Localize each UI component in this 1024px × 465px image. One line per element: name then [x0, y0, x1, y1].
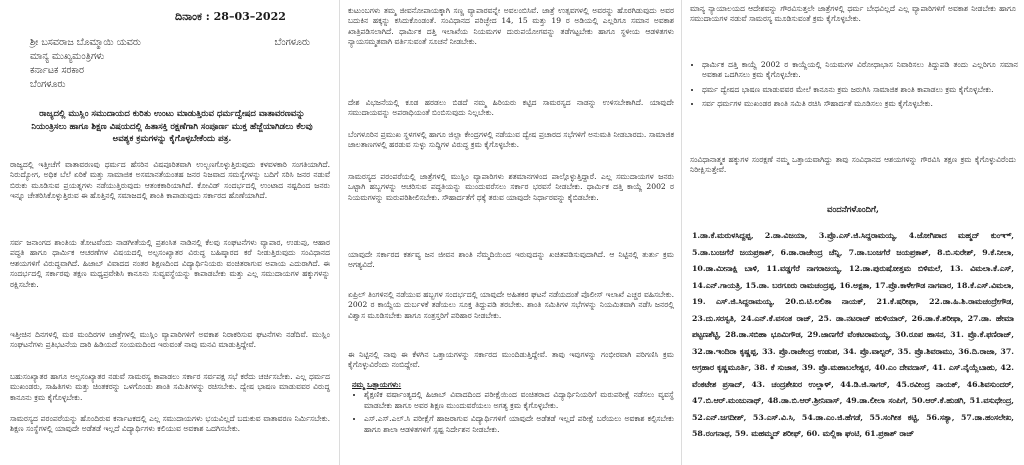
body-paragraph: ಇತ್ತೀಚಿನ ದಿನಗಳಲ್ಲಿ ಮಠ ಮಂದಿರಗಳ ಜಾತ್ರೆಗಳಲ್ಲಿ ಮುಸ್ಲಿಂ ವ್ಯಾಪಾರಿಗಳಿಗೆ ಅವಕಾಶ ನಿರಾಕರಿಸುವ ಘಟನೆಗಳು ನಡೆದಿವೆ. ಮುಸ್ಲಿಂ ಸಂಘಟನೆಗಳು ಪ್ರತಿಭಟನೆಯ ದಾರಿ ಹಿಡಿಯದೆ ಸಂಯಮದಿಂದ ಇರುವಂತೆ ನಾವು ಮನವಿ ಮಾಡುತ್ತಿದ್ದೇವೆ.	[10, 330, 330, 350]
column-2	[340, 0, 682, 465]
closing-paragraph: ಸಂವಿಧಾನಾತ್ಮಕ ಹಕ್ಕುಗಳ ಸಂರಕ್ಷಣೆ ನಮ್ಮ ಒತ್ತಾಯವಾಗಿದ್ದು ತಾವು ಸಂವಿಧಾನದ ಆಶಯಗಳನ್ನು ಗೌರವಿಸಿ ತಕ್ಷಣ ಕ್ರಮ ಕೈಗೊಳ್ಳುವಿರೆಂದು ನಿರೀಕ್ಷಿಸುತ್ತೇವೆ.	[690, 155, 1016, 175]
recipient-block	[30, 36, 310, 92]
body-paragraph: ಯಾವುದೇ ಸರ್ಕಾರದ ಕರ್ತವ್ಯ ಜನ ಜೀವನ ಶಾಂತಿ ನೆಮ್ಮದಿಯಿಂದ ಇರುವುದನ್ನು ಖಚಿತಪಡಿಸುವುದಾಗಿದೆ. ಆ ನಿಟ್ಟಿನಲ್ಲಿ ತುರ್ತು ಕ್ರಮ ಅಗತ್ಯವಿದೆ.	[348, 250, 674, 270]
recipient-title: ಮಾನ್ಯ ಮುಖ್ಯಮಂತ್ರಿಗಳು	[30, 51, 105, 62]
demands-list	[352, 380, 674, 438]
demand-point: • ಸರ್ವ ಧರ್ಮಗಳ ಮುಖಂಡರ ಶಾಂತಿ ಸಮಿತಿ ರಚಿಸಿ ಸೌಹಾರ್ದತೆ ಮೂಡಿಸಲು ಕ್ರಮ ಕೈಗೊಳ್ಳಬೇಕು.	[702, 99, 1018, 109]
body-paragraph: ಕುಟುಂಬಗಳು ತಮ್ಮ ಜೀವನೋಪಾಯಕ್ಕಾಗಿ ಸಣ್ಣ ವ್ಯಾಪಾರವನ್ನೇ ಅವಲಂಬಿಸಿವೆ. ಜಾತ್ರೆ ಉತ್ಸವಗಳಲ್ಲಿ ಅವರನ್ನು ಹೊರಗಿಡುವುದು ಅವರ ಬದುಕಿನ ಹಕ್ಕನ್ನು ಕಸಿದುಕೊಂಡಂತೆ. ಸಂವಿಧಾನದ ಪರಿಚ್ಛೇದ 14, 15 ಮತ್ತು 19 ರ ಅಡಿಯಲ್ಲಿ ಎಲ್ಲರಿಗೂ ಸಮಾನ ಅವಕಾಶ ಖಾತ್ರಿಪಡಿಸಲಾಗಿದೆ. ಧಾರ್ಮಿಕ ದತ್ತಿ ಇಲಾಖೆಯ ನಿಯಮಗಳ ದುರುಪಯೋಗವನ್ನು ತಡೆಗಟ್ಟಬೇಕು ಹಾಗೂ ಸ್ಥಳೀಯ ಆಡಳಿತಗಳು ನ್ಯಾಯಸಮ್ಮತವಾಗಿ ವರ್ತಿಸುವಂತೆ ಸೂಚನೆ ನೀಡಬೇಕು.	[348, 6, 674, 47]
body-paragraph: ಈ ನಿಟ್ಟಿನಲ್ಲಿ ನಾವು ಈ ಕೆಳಗಿನ ಒತ್ತಾಯಗಳನ್ನು ಸರ್ಕಾರದ ಮುಂದಿಡುತ್ತಿದ್ದೇವೆ. ತಾವು ಇವುಗಳನ್ನು ಗಂಭೀರವಾಗಿ ಪರಿಗಣಿಸಿ ಕ್ರಮ ಕೈಗೊಳ್ಳುವಿರೆಂದು ನಂಬಿದ್ದೇವೆ.	[348, 350, 674, 370]
signatories-list: 1.ಡಾ.ಕೆ.ಮರುಳಸಿದ್ದಪ್ಪ, 2.ಡಾ.ವಿಜಯಾ, 3.ಪ್ರೊ.ಎಸ್.ಜಿ.ಸಿದ್ದರಾಮಯ್ಯ, 4.ಜೋಗಿಪಾದ ಮಹ್ಮದ್ ಕುಂಞ್, 5.ಡಾ.ಬಂಜಗೆರೆ ಜಯಪ್ರಕಾಶ್, 6.ಡಾ.ರಾಜೇಂದ್ರ ಚೆನ್ನಿ, 7.ಡಾ.ಬಂಜಗೆರೆ ಜಯಪ್ರಕಾಶ್, 8.ಬಿ.ಸುರೇಶ್, 9.ಕೆ.ನೀಲಾ, 10.ಡಾ.ಮೀನಾಕ್ಷಿ ಬಾಳಿ, 11.ವಡ್ಡಗೆರೆ ನಾಗರಾಜಯ್ಯ, 12.ಡಾ.ಪುರುಷೋತ್ತಮ ಬಿಳಿಮಲೆ, 13. ವಿಮಲಾ.ಕೆ.ಎಸ್, 14.ಎನ್.ಗಾಯತ್ರಿ, 15.ಡಾ. ಬರಗೂರು ರಾಮಚಂದ್ರಪ್ಪ, 16.ಅಕ್ಷತಾ, 17.ಪ್ರೊ.ಕಾಳೇಗೌಡ ನಾಗವಾರ, 18.ಕೆ.ಎಸ್.ವಿಮಲಾ, 19. ಎಸ್.ಜಿ.ಸಿದ್ದರಾಮಯ್ಯ, 20.ಬಿ.ಟಿ.ಲಲಿತಾ ನಾಯಕ್, 21.ಕೆ.ಷರೀಫಾ, 22.ಡಾ.ಹಿ.ಶಿ.ರಾಮಚಂದ್ರೇಗೌಡ, 23.ದು.ಸರಸ್ವತಿ, 24.ಎನ್.ಕೆ.ವಸಂತ ರಾಜ್, 25. ಡಾ.ನಟರಾಜ್ ಹುಳಿಯಾರ್, 26.ಡಾ.ಕೆ.ಶರೀಫಾ, 27.ಡಾ. ಹೇಮಾ ಪಟ್ಟಣಶೆಟ್ಟಿ, 28.ಡಾ.ಸಬಿಹಾ ಭೂಮಿಗೌಡ, 29.ಜಾಣಗೆರೆ ವೆಂಕಟರಾಮಯ್ಯ, 30.ರೂಪ ಹಾಸನ, 31. ಪ್ರೊ.ಕೆ.ಫಣಿರಾಜ್, 32.ಡಾ.ಇಂದಿರಾ ಕೃಷ್ಣಪ್ಪ, 33. ಪ್ರೊ.ರಾಜೇಂದ್ರ ಉಡುಪ, 34. ಪ್ರೊ.ವಾಲ್ಟರ್, 35. ಪ್ರೊ.ಶಿವರಾಮು, 36.ದಿ.ರಾಜಾ, 37. ಅಗ್ರಹಾರ ಕೃಷ್ಣಮೂರ್ತಿ, 38. ಕೆ ಸುಜಾತ, 39. ಪ್ರೊ.ಮಹಾಬಲೇಶ್ವರ, 40.ಎಂ ದೇವದಾಸ್, 41. ಎಸ್.ನೈಯ್ಲೆಬಾಹು, 42. ವೆಂಕಟೇಶ ಪ್ರಸಾದ್, 43. ಚಂದ್ರಶೇಖರ ಉಲ್ಲಾಳ್, 44.ಡಿ.ಜಿ.ಸಾಗರ್, 45.ರವೀಂದ್ರ ನಾಯಕ್, 46.ಶಿವಸುಂದರ್, 47.ಬಿ.ಆರ್.ಮಂಜುನಾಥ್, 48.ಡಾ.ಬಿ.ಆರ್.ಶ್ರೀನಿವಾಸ್, 49.ಡಾ.ಲೀಲಾ ಸಂಪಿಗೆ, 50.ಆರ್.ಕೆ.ಹುಡಗಿ, 51.ವಸುಧೇಂದ್ರ, 52.ಎನ್.ಜಗದೀಶ್, 53.ಎಸ್.ವಿ.ಸಿ, 54.ಡಾ.ಎಂ.ಜಿ.ಹೆಗಡೆ, 55.ಸಂಗೀತ ಕಟ್ಟಿ, 56.ಸತ್ಯಾ, 57.ಡಾ.ಹಂಸಲೇಖ, 58.ರಂಗನಾಥ, 59. ಮಹಮ್ಮದ್ ಶರೀಫ್, 60. ಮಲ್ಲಿಕಾ ಘಂಟಿ, 61.ಪ್ರಕಾಶ್ ರಾಜ್	[692, 231, 1014, 438]
body-paragraph: ಸಾಮರಸ್ಯದ ಪರಂಪರೆಯಲ್ಲಿ ಜಾತ್ರೆಗಳಲ್ಲಿ ಮುಸ್ಲಿಂ ವ್ಯಾಪಾರಿಗಳು ಶತಮಾನಗಳಿಂದ ಪಾಲ್ಗೊಳ್ಳುತ್ತಿದ್ದಾರೆ. ಎಲ್ಲ ಸಮುದಾಯಗಳ ಜನರು ಒಟ್ಟಾಗಿ ಹಬ್ಬಗಳನ್ನು ಆಚರಿಸುವ ಪದ್ಧತಿಯನ್ನು ಮುಂದುವರೆಸಲು ಸರ್ಕಾರ ಭರವಸೆ ನೀಡಬೇಕು. ಧಾರ್ಮಿಕ ದತ್ತಿ ಕಾಯ್ದೆ 2002 ರ ನಿಯಮಗಳನ್ನು ಮರುಪರಿಶೀಲಿಸಬೇಕು. ಸೌಹಾರ್ದತೆಗೆ ಧಕ್ಕೆ ತರುವ ಯಾವುದೇ ನಿರ್ಧಾರವನ್ನು ಕೈಬಿಡಬೇಕು.	[348, 172, 674, 202]
recipient-city: ಬೆಂಗಳೂರು	[30, 79, 66, 90]
body-paragraph: ಸರ್ವ ಜನಾಂಗದ ಶಾಂತಿಯ ತೋಟವೆಂದು ನಾಡಗೀತೆಯಲ್ಲಿ ಪ್ರಶಂಸಿತ ನಾಡಿನಲ್ಲಿ ಕೆಲವು ಸಂಘಟನೆಗಳು ವ್ಯಾಪಾರ, ಉಡುಪು, ಆಹಾರ ಪದ್ಧತಿ ಹಾಗೂ ಧಾರ್ಮಿಕ ಆಚರಣೆಗಳ ವಿಷಯದಲ್ಲಿ ಅಲ್ಪಸಂಖ್ಯಾತರ ವಿರುದ್ಧ ಬಹಿಷ್ಕಾರದ ಕರೆ ನೀಡುತ್ತಿರುವುದು ಸಂವಿಧಾನದ ಆಶಯಗಳಿಗೆ ವಿರುದ್ಧವಾಗಿದೆ. ಹಿಜಾಬ್ ವಿವಾದದ ನಂತರ ಶಿಕ್ಷಣದಿಂದ ವಿದ್ಯಾರ್ಥಿನಿಯರು ವಂಚಿತರಾಗುವ ಅಪಾಯ ಎದುರಾಗಿದೆ. ಈ ಸಂದರ್ಭದಲ್ಲಿ ಸರ್ಕಾರವು ತಕ್ಷಣ ಮಧ್ಯಪ್ರವೇಶಿಸಿ ಕಾನೂನು ಸುವ್ಯವಸ್ಥೆಯನ್ನು ಕಾಪಾಡಬೇಕು ಮತ್ತು ಎಲ್ಲ ಸಮುದಾಯಗಳ ಹಕ್ಕುಗಳನ್ನು ರಕ್ಷಿಸಬೇಕು.	[10, 238, 330, 289]
column-3	[682, 0, 1024, 465]
body-paragraph: ರಾಜ್ಯದಲ್ಲಿ ಇತ್ತೀಚೆಗೆ ವಾತಾವರಣವು ಧರ್ಮದ ಹೆಸರಿನ ವಿಷಪೂರಿತವಾಗಿ ಉಲ್ಬಣಗೊಳ್ಳುತ್ತಿರುವುದು ಕಳವಳಕಾರಿ ಸಂಗತಿಯಾಗಿದೆ. ನಿರುದ್ಯೋಗ, ಅಧಿಕ ಬೆಲೆ ಏರಿಕೆ ಮತ್ತು ಸಾಮಾಜಿಕ ಅಸಮಾನತೆಯಂತಹ ಜನರ ನಿಜವಾದ ಸಮಸ್ಯೆಗಳನ್ನು ಬದಿಗೆ ಸರಿಸಿ ಜನರ ನಡುವೆ ಬಿರುಕು ಮೂಡಿಸುವ ಪ್ರಯತ್ನಗಳು ನಡೆಯುತ್ತಿರುವುದು ಆತಂಕಕಾರಿಯಾಗಿದೆ. ಕೋವಿಡ್ ಸಂದರ್ಭದಲ್ಲಿ ಉಂಟಾದ ನಷ್ಟದಿಂದ ಜನರು ಇನ್ನೂ ಚೇತರಿಸಿಕೊಳ್ಳುತ್ತಿರುವ ಈ ಹೊತ್ತಿನಲ್ಲಿ ಸಮಾಜದಲ್ಲಿ ಶಾಂತಿ ಕಾಪಾಡುವುದು ಸರ್ಕಾರದ ಹೊಣೆಯಾಗಿದೆ.	[10, 160, 330, 201]
demands-heading: ನಮ್ಮ ಒತ್ತಾಯಗಳು:	[352, 380, 402, 389]
demand-point: • ಧರ್ಮ ದ್ವೇಷದ ಭಾಷಣ ಮಾಡುವವರ ಮೇಲೆ ಕಾನೂನು ಕ್ರಮ ಜರುಗಿಸಿ ಸಾಮಾಜಿಕ ಶಾಂತಿ ಕಾಪಾಡಲು ಕ್ರಮ ಕೈಗೊಳ್ಳಬೇಕು.	[702, 85, 1018, 95]
body-paragraph: ಮಾನ್ಯ ನ್ಯಾಯಾಲಯದ ಆದೇಶವನ್ನು ಗೌರವಿಸುತ್ತಲೇ ಜಾತ್ರೆಗಳಲ್ಲಿ ಧರ್ಮ ಬೇಧವಿಲ್ಲದೆ ಎಲ್ಲ ವ್ಯಾಪಾರಿಗಳಿಗೆ ಅವಕಾಶ ನೀಡಬೇಕು ಹಾಗೂ ಸಮುದಾಯಗಳ ನಡುವೆ ಸಾಮರಸ್ಯ ಮೂಡಿಸುವಂತೆ ಕ್ರಮ ಕೈಗೊಳ್ಳಬೇಕು.	[690, 4, 1016, 24]
column-1	[0, 0, 340, 465]
body-paragraph: ಬಹುಸಂಖ್ಯಾತರ ಹಾಗೂ ಅಲ್ಪಸಂಖ್ಯಾತರ ನಡುವೆ ಸಾಮರಸ್ಯ ಕಾಪಾಡಲು ಸರ್ಕಾರ ಸರ್ವಪಕ್ಷ ಸಭೆ ಕರೆದು ಚರ್ಚಿಸಬೇಕು. ಎಲ್ಲ ಧರ್ಮದ ಮುಖಂಡರು, ಸಾಹಿತಿಗಳು ಮತ್ತು ಚಿಂತಕರನ್ನು ಒಳಗೊಂಡು ಶಾಂತಿ ಸಮಿತಿಗಳನ್ನು ರಚಿಸಬೇಕು. ದ್ವೇಷ ಭಾಷಣ ಮಾಡುವವರ ವಿರುದ್ಧ ಕಾನೂನು ಕ್ರಮ ಕೈಗೊಳ್ಳಬೇಕು.	[10, 372, 330, 402]
body-paragraph: ಬೆಂಗಳೂರಿನ ಪ್ರಮುಖ ಸ್ಥಳಗಳಲ್ಲಿ ಹಾಗೂ ಜಿಲ್ಲಾ ಕೇಂದ್ರಗಳಲ್ಲಿ ನಡೆಯುವ ದ್ವೇಷ ಪ್ರಚಾರದ ಸಭೆಗಳಿಗೆ ಅನುಮತಿ ನೀಡಬಾರದು. ಸಾಮಾಜಿಕ ಜಾಲತಾಣಗಳಲ್ಲಿ ಹರಡುವ ಸುಳ್ಳು ಸುದ್ದಿಗಳ ವಿರುದ್ಧ ಕ್ರಮ ಕೈಗೊಳ್ಳಬೇಕು.	[348, 130, 674, 150]
body-paragraph: ದೇಶ ವಿಭಜನೆಯಲ್ಲಿ ಕೂಡ ಹರಡಲು ಬಿಡದೆ ನಮ್ಮ ಹಿರಿಯರು ಕಟ್ಟಿದ ಸಾಮರಸ್ಯದ ನಾಡನ್ನು ಉಳಿಸಬೇಕಾಗಿದೆ. ಯಾವುದೇ ಸಮುದಾಯವನ್ನು ಅಪರಾಧಿಯಂತೆ ಬಿಂಬಿಸುವುದು ನಿಲ್ಲಬೇಕು.	[348, 98, 674, 118]
demand-item: • ಎಸ್.ಎಸ್.ಎಲ್.ಸಿ ಪರೀಕ್ಷೆಗೆ ಹಾಜರಾಗುವ ವಿದ್ಯಾರ್ಥಿಗಳಿಗೆ ಯಾವುದೇ ಅಡೆತಡೆ ಇಲ್ಲದೆ ಪರೀಕ್ಷೆ ಬರೆಯಲು ಅವಕಾಶ ಕಲ್ಪಿಸಬೇಕು ಹಾಗೂ ಶಾಲಾ ಆಡಳಿತಗಳಿಗೆ ಸ್ಪಷ್ಟ ನಿರ್ದೇಶನ ನೀಡಬೇಕು.	[364, 414, 674, 435]
signatories-heading: ವಂದನೆಗಳೊಂದಿಗೆ,	[827, 205, 879, 215]
demand-point: • ಧಾರ್ಮಿಕ ದತ್ತಿ ಕಾಯ್ದೆ 2002 ರ ಕಾಯ್ದೆಯಲ್ಲಿ ನಿಯಮಗಳ ವಿರೋಧಾಭಾಸ ನಿವಾರಿಸಲು ತಿದ್ದುಪಡಿ ತಂದು ಎಲ್ಲರಿಗೂ ಸಮಾನ ಅವಕಾಶ ಒದಗಿಸಲು ಕ್ರಮ ಕೈಗೊಳ್ಳಬೇಕು.	[702, 60, 1018, 81]
recipient-city-right: ಬೆಂಗಳೂರು	[274, 37, 310, 48]
demand-item: • ಶೈಕ್ಷಣಿಕ ವರ್ಷಾಂತ್ಯದಲ್ಲಿ ಹಿಜಾಬ್ ವಿವಾದದಿಂದ ಪರೀಕ್ಷೆಯಿಂದ ವಂಚಿತರಾದ ವಿದ್ಯಾರ್ಥಿನಿಯರಿಗೆ ಮರುಪರೀಕ್ಷೆ ನಡೆಸಲು ವ್ಯವಸ್ಥೆ ಮಾಡಬೇಕು ಹಾಗೂ ಅವರ ಶಿಕ್ಷಣ ಮುಂದುವರೆಯಲು ಅಗತ್ಯ ಕ್ರಮ ಕೈಗೊಳ್ಳಬೇಕು.	[364, 390, 674, 411]
demand-points	[690, 60, 1018, 114]
recipient-name: ಶ್ರೀ ಬಸವರಾಜ ಬೊಮ್ಮಾಯಿ ಯವರು	[30, 37, 141, 48]
body-paragraph: ಸಾಮರಸ್ಯದ ಪರಂಪರೆಯನ್ನು ಹೊಂದಿರುವ ಕರ್ನಾಟಕದಲ್ಲಿ ಎಲ್ಲ ಸಮುದಾಯಗಳು ಭಯವಿಲ್ಲದೆ ಬದುಕುವ ವಾತಾವರಣ ನಿರ್ಮಿಸಬೇಕು. ಶಿಕ್ಷಣ ಸಂಸ್ಥೆಗಳಲ್ಲಿ ಯಾವುದೇ ಅಡೆತಡೆ ಇಲ್ಲದೆ ವಿದ್ಯಾರ್ಥಿಗಳು ಕಲಿಯುವ ಅವಕಾಶ ಒದಗಿಸಬೇಕು.	[10, 414, 330, 434]
letter-date: ದಿನಾಂಕ : 28–03–2022	[175, 10, 286, 23]
body-paragraph: ಏಪ್ರಿಲ್ ತಿಂಗಳಿನಲ್ಲಿ ನಡೆಯುವ ಹಬ್ಬಗಳ ಸಂದರ್ಭದಲ್ಲಿ ಯಾವುದೇ ಅಹಿತಕರ ಘಟನೆ ನಡೆಯದಂತೆ ಪೊಲೀಸ್ ಇಲಾಖೆ ಎಚ್ಚರ ವಹಿಸಬೇಕು. 2002 ರ ಕಾಯ್ದೆಯ ದುರ್ಬಳಕೆ ತಡೆಯಲು ಸೂಕ್ತ ತಿದ್ದುಪಡಿ ತರಬೇಕು. ಶಾಂತಿ ಸಮಿತಿಗಳ ಸಭೆಗಳನ್ನು ನಿಯಮಿತವಾಗಿ ನಡೆಸಿ ಜನರಲ್ಲಿ ವಿಶ್ವಾಸ ಮೂಡಿಸಬೇಕು ಹಾಗೂ ಸಂತ್ರಸ್ತರಿಗೆ ಪರಿಹಾರ ನೀಡಬೇಕು.	[348, 290, 674, 320]
recipient-government: ಕರ್ನಾಟಕ ಸರಕಾರ	[30, 65, 85, 76]
letter-subject: ರಾಜ್ಯದಲ್ಲಿ ಮುಸ್ಲಿಂ ಸಮುದಾಯದ ಕುರಿತು ಉಂಟು ಮಾಡುತ್ತಿರುವ ಧರ್ಮದ್ವೇಷದ ವಾತಾವರಣವನ್ನು ನಿಯಂತ್ರಿಸಲು ಹಾಗೂ ಶಿಕ್ಷಣ ವಿಷಯದಲ್ಲಿ ಹಿತಾಸಕ್ತಿ ರಕ್ಷಣೆಗಾಗಿ ಸಂಪೂರ್ಣ ಮುಕ್ತ ಹೆಜ್ಜೆಯಾಗಿಡಲು ಕೆಲವು ಅವಶ್ಯಕ ಕ್ರಮಗಳನ್ನು ಕೈಗೊಳ್ಳಬೇಕೆಂದು ಪತ್ರ.	[31, 109, 313, 144]
